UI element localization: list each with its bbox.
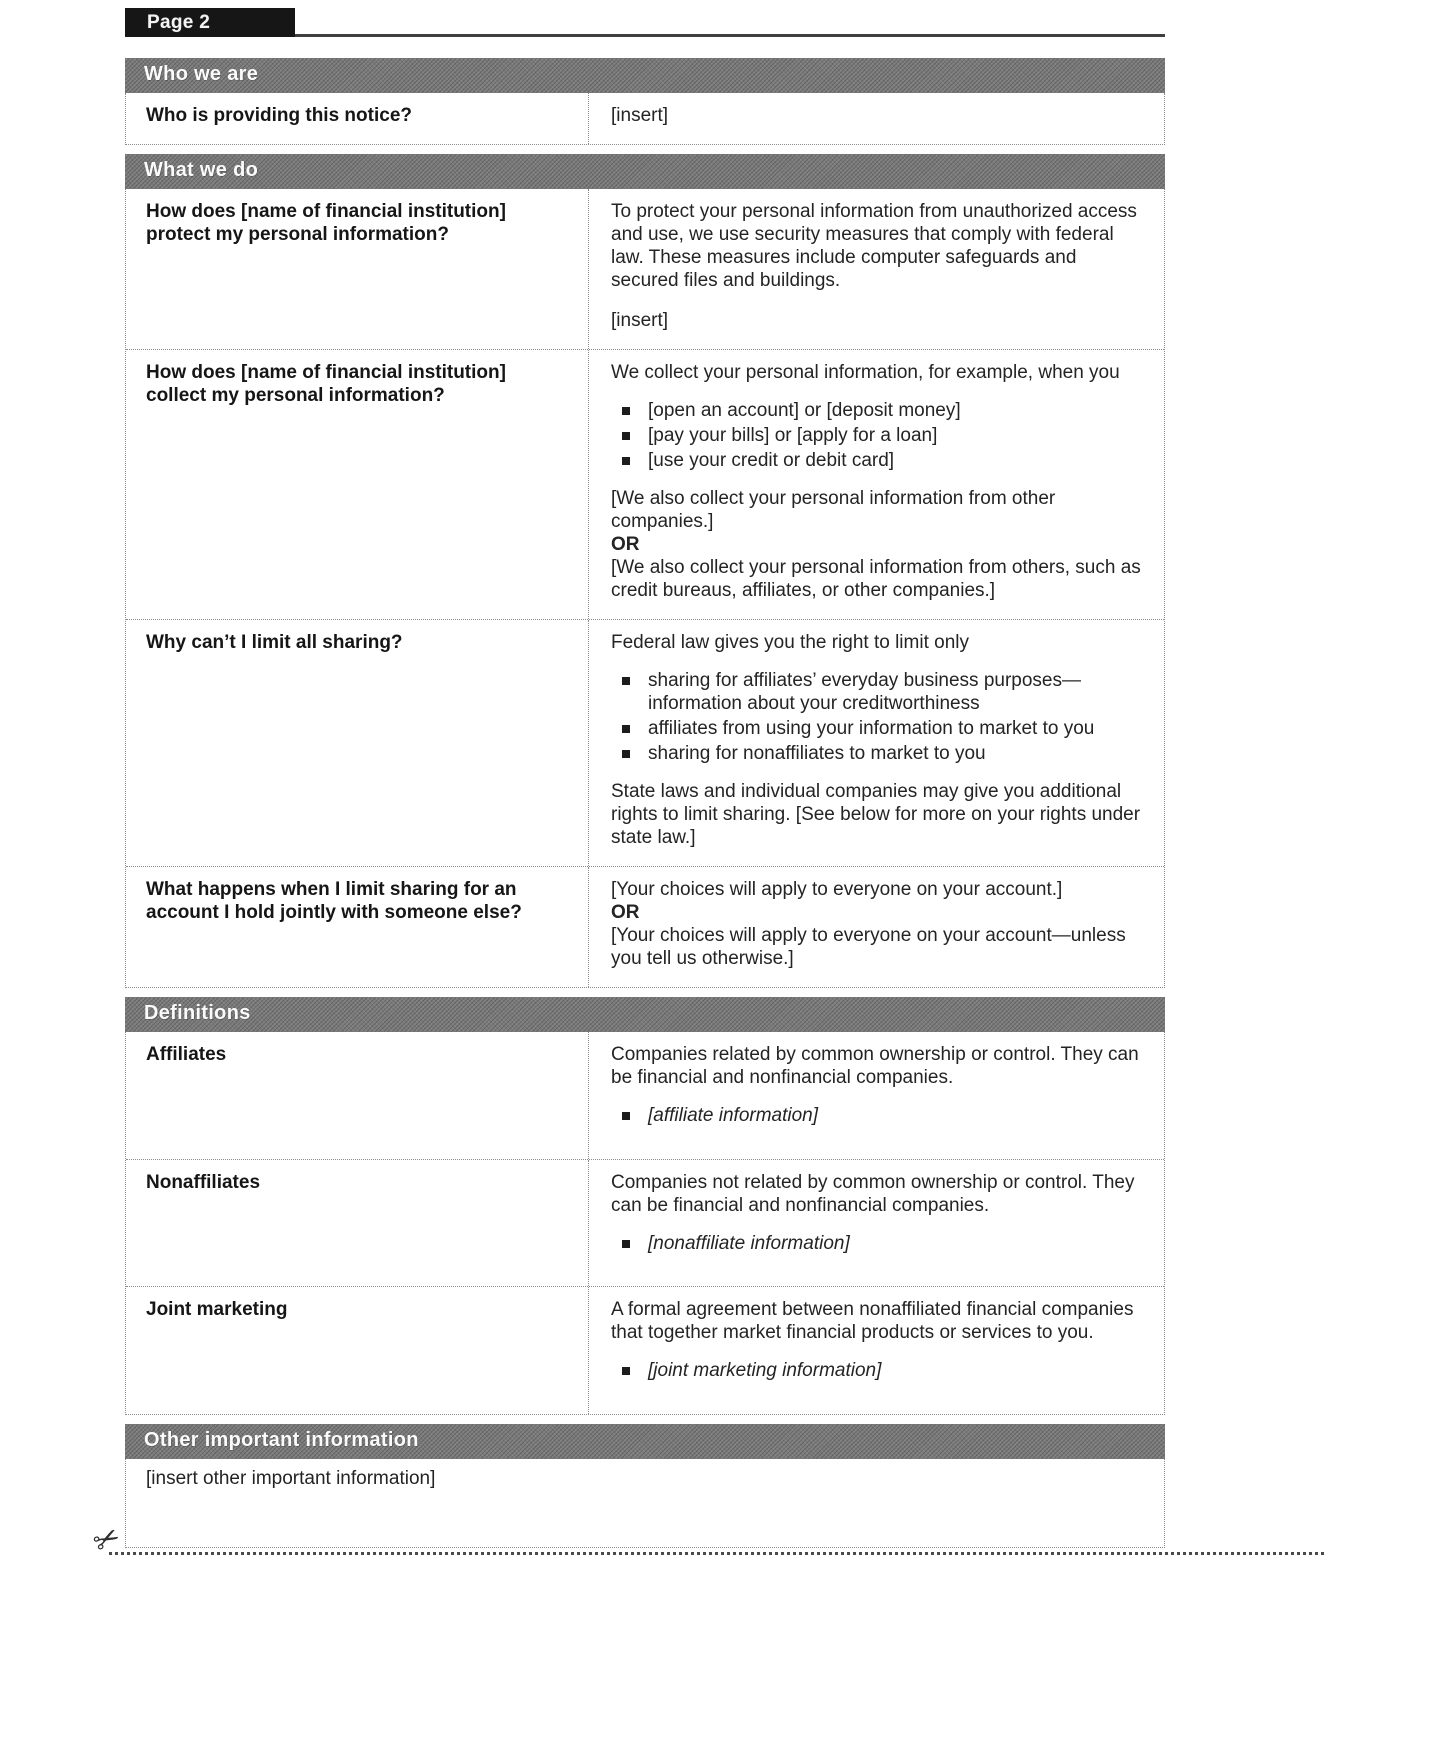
answer-paragraph: [insert] (611, 105, 669, 126)
or-label: OR (611, 533, 640, 555)
scissors-icon: ✂ (87, 1518, 127, 1562)
bullet-text: [open an account] or [deposit money] (648, 399, 961, 421)
question-cell: Why can’t I limit all sharing? (126, 620, 589, 866)
bullet-text: [nonaffiliate information] (648, 1232, 850, 1254)
note-text: [insert other important information] (146, 1468, 436, 1490)
bullet-text: affiliates from using your information to market to you (648, 717, 1095, 739)
section-table (125, 189, 1165, 988)
square-bullet-icon (622, 677, 630, 685)
square-bullet-icon (622, 725, 630, 733)
bullet-item (611, 743, 1148, 766)
cut-line (87, 1518, 1334, 1566)
table-row (126, 866, 1164, 987)
section-who-we-are (125, 58, 1165, 145)
cut-dashed-line (109, 1552, 1324, 1555)
square-bullet-icon (622, 432, 630, 440)
table-row (126, 1032, 1164, 1159)
bullet-item (611, 1105, 1148, 1128)
page-tab-rule (125, 8, 1165, 37)
section-title: Who we are (144, 63, 259, 85)
question-cell: How does [name of financial institution] protect my personal information? (126, 189, 589, 349)
answer-paragraph: To protect your personal information from unauthorized access and use, we use security measures that comply with federal law. These measures include computer safeguards and secured files and buildings. (611, 200, 1137, 291)
answer-paragraph: [We also collect your personal information from other companies.] (611, 487, 1056, 532)
bullet-item (611, 1233, 1148, 1256)
bullet-text: [affiliate information] (648, 1104, 819, 1126)
section-header-who-we-are (125, 58, 1165, 93)
section-definitions (125, 997, 1165, 1416)
section-title: What we do (144, 158, 259, 181)
page-tab-label: Page 2 (147, 12, 211, 33)
question-cell: Nonaffiliates (126, 1160, 589, 1287)
answer-cell (589, 1160, 1164, 1287)
bullet-list (611, 1233, 1148, 1256)
section-header-what-we-do (125, 154, 1165, 189)
question-cell: Joint marketing (126, 1287, 589, 1414)
table-row (126, 1286, 1164, 1414)
bullet-item (611, 718, 1148, 741)
answer-paragraph: We collect your personal information, for example, when you (611, 361, 1120, 383)
section-title: Other important information (144, 1429, 419, 1452)
question-cell: What happens when I limit sharing for an account I hold jointly with someone else? (126, 867, 589, 987)
bullet-text: [pay your bills] or [apply for a loan] (648, 424, 938, 446)
bullet-text: [use your credit or debit card] (648, 449, 895, 471)
answer-paragraph: Federal law gives you the right to limit only (611, 631, 969, 653)
question-cell: Who is providing this notice? (126, 93, 589, 144)
answer-paragraph: [We also collect your personal information from others, such as credit bureaus, affiliates, or other companies.] (611, 556, 1141, 601)
answer-cell (589, 350, 1164, 619)
answer-cell (589, 1032, 1164, 1159)
or-label: OR (611, 901, 640, 923)
privacy-notice-form-page (125, 8, 1165, 1548)
answer-paragraph: State laws and individual companies may give you additional rights to limit sharing. [See below for more on your rights under state law.] (611, 780, 1141, 848)
answer-cell (589, 1287, 1164, 1414)
square-bullet-icon (622, 1367, 630, 1375)
bullet-item (611, 670, 1148, 716)
bullet-list (611, 1105, 1148, 1128)
table-row (126, 1159, 1164, 1287)
section-what-we-do (125, 154, 1165, 988)
square-bullet-icon (622, 457, 630, 465)
table-row (126, 619, 1164, 866)
answer-cell (589, 867, 1164, 987)
bullet-item (611, 450, 1148, 473)
page-tab (125, 8, 295, 37)
table-row (126, 349, 1164, 619)
answer-paragraph: [insert] (611, 309, 669, 331)
bullet-text: [joint marketing information] (648, 1360, 882, 1382)
section-header-other-important-information (125, 1424, 1165, 1459)
answer-paragraph: [Your choices will apply to everyone on your account—unless you tell us otherwise.] (611, 924, 1126, 969)
table-row (126, 93, 1164, 144)
answer-paragraph: Companies not related by common ownership or control. They can be financial and nonfinancial companies. (611, 1171, 1135, 1216)
answer-cell (589, 189, 1164, 349)
section-header-definitions (125, 997, 1165, 1032)
bullet-item (611, 400, 1148, 423)
square-bullet-icon (622, 1112, 630, 1120)
square-bullet-icon (622, 407, 630, 415)
bullet-list (611, 670, 1148, 766)
question-cell: Affiliates (126, 1032, 589, 1159)
bullet-list (611, 1360, 1148, 1383)
square-bullet-icon (622, 750, 630, 758)
answer-paragraph: [Your choices will apply to everyone on your account.] (611, 878, 1063, 900)
section-table (125, 93, 1165, 145)
bullet-item (611, 425, 1148, 448)
bullet-list (611, 400, 1148, 473)
bullet-text: sharing for affiliates’ everyday business purposes—information about your creditworthiness (648, 669, 1082, 714)
square-bullet-icon (622, 1240, 630, 1248)
answer-paragraph: Companies related by common ownership or control. They can be financial and nonfinancial companies. (611, 1043, 1139, 1088)
section-table (125, 1032, 1165, 1416)
bullet-text: sharing for nonaffiliates to market to you (648, 742, 986, 764)
answer-paragraph: A formal agreement between nonaffiliated financial companies that together market financial products or services to you. (611, 1299, 1134, 1344)
section-title: Definitions (144, 1001, 251, 1024)
answer-cell (589, 620, 1164, 866)
table-row (126, 189, 1164, 349)
answer-cell (589, 93, 1164, 144)
question-cell: How does [name of financial institution] collect my personal information? (126, 350, 589, 619)
bullet-item (611, 1360, 1148, 1383)
